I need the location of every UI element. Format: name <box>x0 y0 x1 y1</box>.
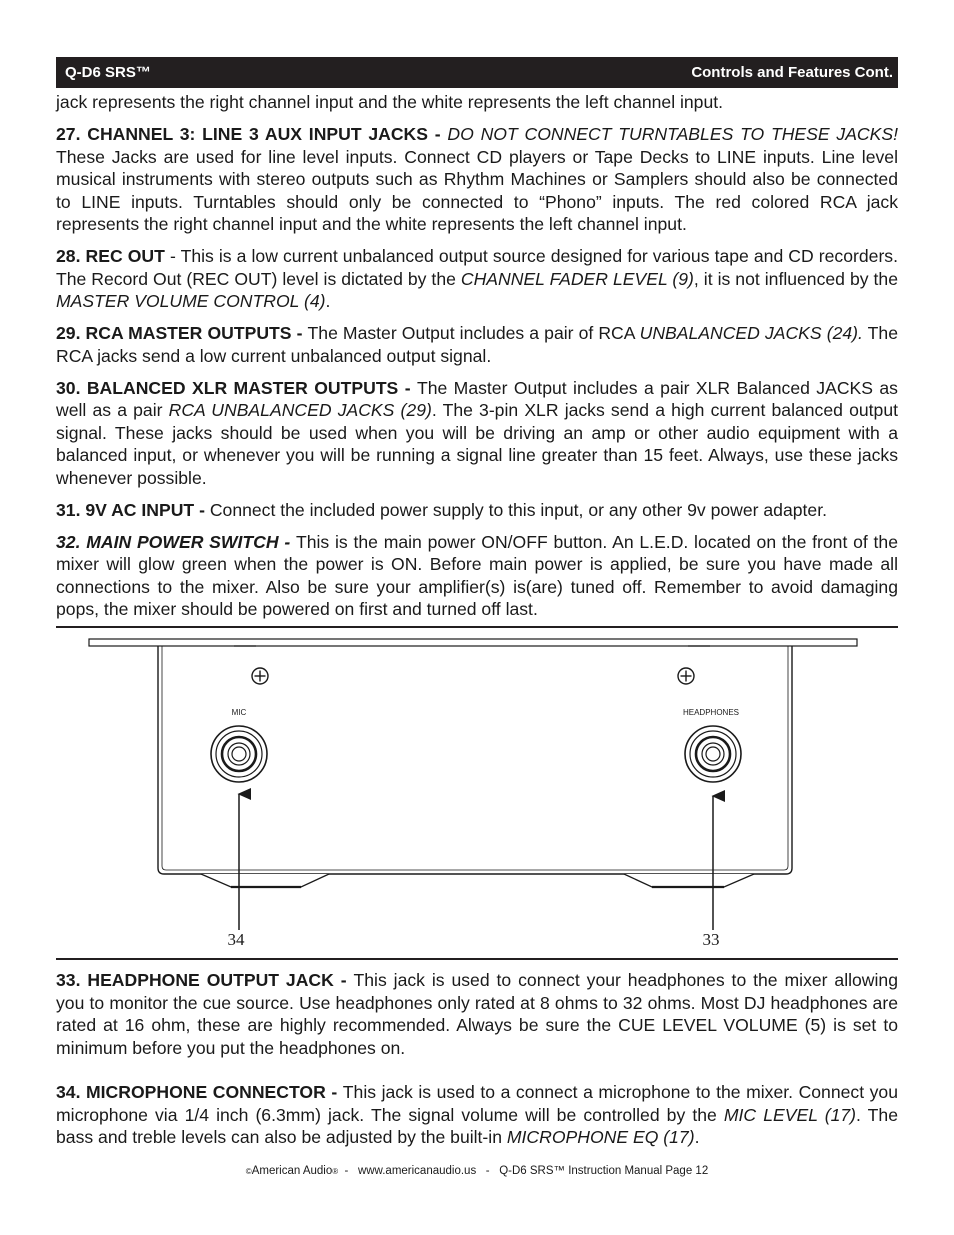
mic-label: MIC <box>231 708 247 717</box>
left-screw-icon <box>252 668 268 684</box>
item-34-heading: 34. MICROPHONE CONNECTOR - <box>56 1082 343 1102</box>
headphones-label: HEADPHONES <box>682 708 740 717</box>
rear-panel-figure <box>56 630 898 958</box>
item-27: 27. CHANNEL 3: LINE 3 AUX INPUT JACKS - DO NOT CONNECT TURNTABLES TO THESE JACKS! These Jacks are used for line level inputs. Connect CD players or Tape Decks to LINE inputs. Line level musical instruments with stereo outputs such as Rhythm Machines or Samplers should also be connected to LINE inputs. Turntables should only be connected to “Phono” inputs. The red colored RCA jack represents the right channel input and the white represents the left channel input. <box>56 124 898 234</box>
header-section-title: Controls and Features Cont. <box>691 64 893 81</box>
callout-number-33: 33 <box>702 930 720 949</box>
copyright-symbol: © <box>245 1167 252 1176</box>
figure-bottom-rule <box>56 958 898 960</box>
item-27-warning: DO NOT CONNECT TURNTABLES TO THESE JACKS! <box>447 124 898 144</box>
item-28: 28. REC OUT - This is a low current unbalanced output source designed for various tape and CD recorders. The Record Out (REC OUT) level is dictated by the CHANNEL FADER LEVEL (9), it is not influenced by the MASTER VOLUME CONTROL (4). <box>56 246 898 311</box>
item-30-heading: 30. BALANCED XLR MASTER OUTPUTS - <box>56 377 417 398</box>
footer-text: - www.americanaudio.us - Q-D6 SRS™ Instruction Manual Page 12 <box>338 1165 709 1177</box>
item-29-heading: 29. RCA MASTER OUTPUTS - <box>56 323 308 343</box>
footer-brand: American Audio <box>251 1165 333 1177</box>
item-29: 29. RCA MASTER OUTPUTS - The Master Output includes a pair of RCA UNBALANCED JACKS (24). The RCA jacks send a low current unbalanced output signal. <box>56 323 898 366</box>
item-30: 30. BALANCED XLR MASTER OUTPUTS - The Master Output includes a pair XLR Balanced JACKS as well as a pair RCA UNBALANCED JACKS (29). The 3-pin XLR jacks send a high current balanced output signal. These jacks should be used when you will be driving an amp or other audio equipment with a balanced input, or whenever you will be running a signal line greater than 15 feet. Always, use these jacks whenever possible. <box>56 377 898 488</box>
right-screw-icon <box>678 668 694 684</box>
page-footer <box>0 1165 954 1177</box>
item-32: 32. MAIN POWER SWITCH - This is the main power ON/OFF button. An L.E.D. located on the front of the mixer will glow green when the power is ON. Before main power is applied, be sure you have made all connections to the mixer. Also be sure your amplifier(s) is(are) tuned off. Remember to avoid damaging pops, the mixer should be powered on first and turned off last. <box>56 531 898 619</box>
headphone-jack <box>685 726 741 782</box>
figure-top-rule <box>56 626 898 628</box>
item-27-heading: 27. CHANNEL 3: LINE 3 AUX INPUT JACKS - <box>56 124 448 144</box>
right-foot <box>624 874 754 887</box>
header-model: Q-D6 SRS™ <box>65 64 151 81</box>
mic-jack <box>211 726 267 782</box>
item-28-heading: 28. REC OUT <box>56 246 165 266</box>
page-header <box>56 57 898 88</box>
item-31-heading: 31. 9V AC INPUT - <box>56 499 210 520</box>
registered-symbol: ® <box>332 1167 339 1176</box>
rear-panel-diagram <box>56 630 898 958</box>
callout-number-34: 34 <box>227 930 245 949</box>
top-plate <box>89 639 857 646</box>
item-32-heading: 32. MAIN POWER SWITCH - <box>56 531 296 552</box>
item-33: 33. HEADPHONE OUTPUT JACK - This jack is used to connect your headphones to the mixer allowing you to monitor the cue source. Use headphones only rated at 8 ohms to 32 ohms. Most DJ headphones are rated at 16 ohm, these are highly recommended. Always be sure the CUE LEVEL VOLUME (5) is set to minimum before you put the headphones on. <box>56 970 898 1058</box>
item-31: 31. 9V AC INPUT - Connect the included power supply to this input, or any other 9v power adapter. <box>56 499 827 520</box>
top-text-block <box>56 91 898 630</box>
continued-paragraph: jack represents the right channel input and the white represents the left channel input. <box>56 92 724 112</box>
item-33-heading: 33. HEADPHONE OUTPUT JACK - <box>56 970 354 990</box>
bottom-text-block <box>56 969 898 1158</box>
left-foot <box>201 874 329 887</box>
item-34: 34. MICROPHONE CONNECTOR - This jack is used to a connect a microphone to the mixer. Connect you microphone via 1/4 inch (6.3mm) jack. The signal volume will be controlled by the MIC LEVEL (17). The bass and treble levels can also be adjusted by the built-in MICROPHONE EQ (17). <box>56 1082 899 1147</box>
